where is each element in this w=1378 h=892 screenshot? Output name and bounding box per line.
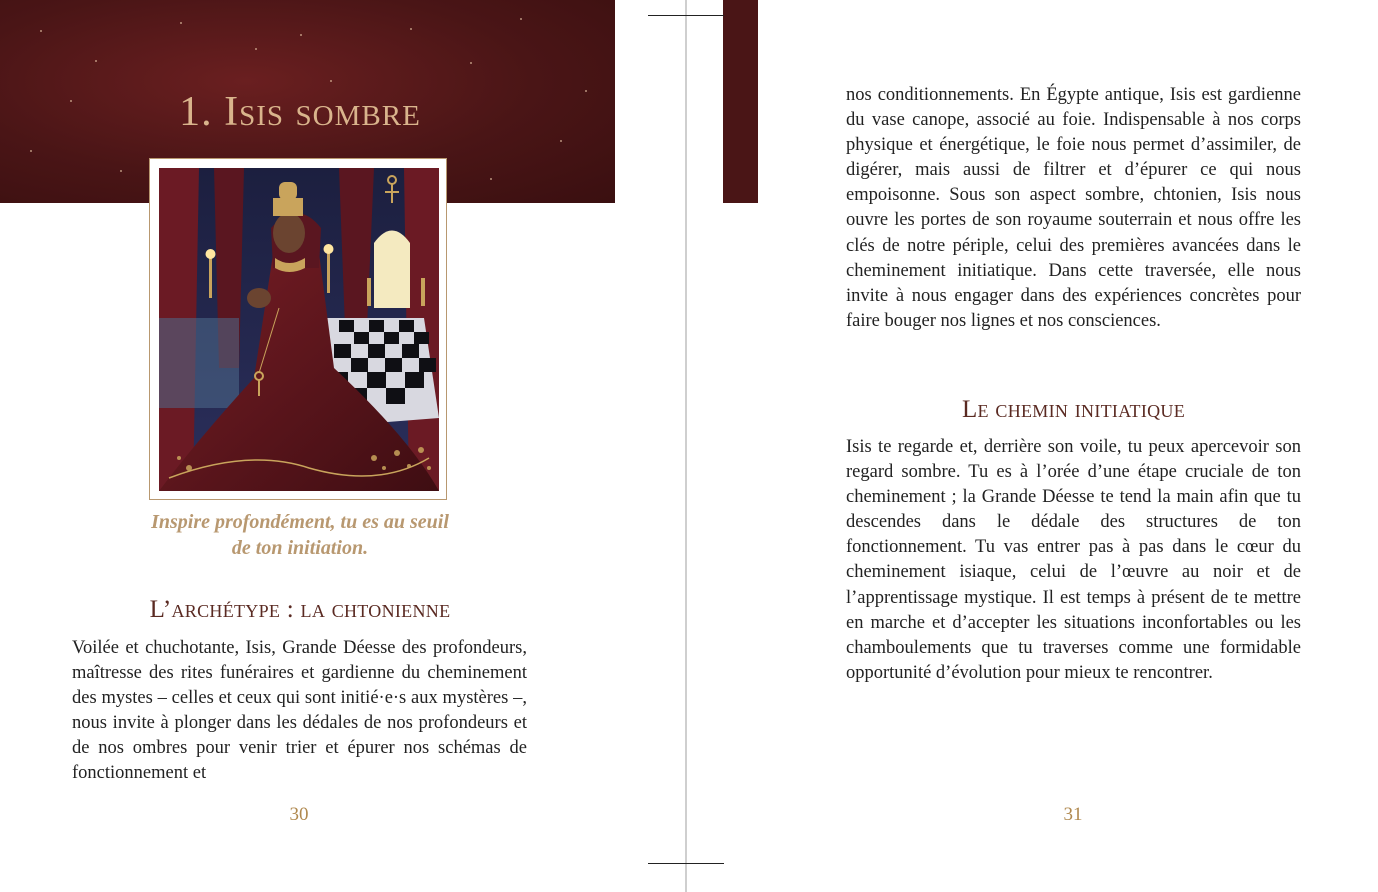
- section-heading-archetype: L’archétype : la chtonienne: [149, 596, 451, 623]
- body-paragraph-initiatic-path: Isis te regarde et, derrière son voile, tu peux apercevoir son regard sombre. Tu es à l’orée d’une étape cruciale de ton cheminement ; la Grande Déesse te tend la main afin que tu descendes dans le dédale des structures de ton fonctionnement. Tu vas entrer pas à pas dans le cœur du cheminement isiaque, celui de l’œuvre au noir et de l’apprentissage mystique. Il est temps à présent de te mettre en marche et d’accepter les situations inconfortables ou les chamboulements que tu traverses comme une formidable opportunité d’évolution pour mieux te rencontrer.: [846, 437, 1301, 683]
- caption-line-2: de ton initiation.: [231, 537, 369, 559]
- header-banner-right: [723, 0, 758, 203]
- caption-line-1: Inspire profondément, tu es au seuil: [151, 511, 449, 533]
- illustration-caption: [80, 509, 520, 561]
- body-paragraph-continued: nos conditionnements. En Égypte antique, Isis est gardienne du vase canope, associé au foie. Indispensable à nos corps physique et énergétique, le foie nous permet d’assimiler, de digérer, mais aussi de filtrer et d’épurer ce qui nous empoisonne. Sous son aspect sombre, chtonien, Isis nous ouvre les portes de son royaume souterrain et nous offre les clés de notre périple, celui des premières avancées dans le cheminement initiatique. Dans cette traversée, elle nous invite à nous engager dans des expériences concrètes pour faire bouger nos lignes et nos consciences.: [846, 85, 1301, 331]
- isis-illustration: [159, 168, 439, 491]
- page-number-right: 31: [1063, 804, 1083, 825]
- crop-mark-bottom: [648, 863, 724, 864]
- book-spine: [685, 0, 687, 892]
- chapter-title: 1. Isis sombre: [179, 89, 421, 135]
- crop-mark-top: [648, 15, 724, 16]
- section-heading-initiatic-path: Le chemin initiatique: [961, 396, 1186, 423]
- page-number-left: 30: [289, 804, 309, 825]
- body-paragraph-archetype: Voilée et chuchotante, Isis, Grande Déesse des profondeurs, maîtresse des rites funéraires et gardienne du cheminement des mystes – celles et ceux qui sont initié·e·s aux mystères –, nous invite à plonger dans les dédales de nos profondeurs et de nos ombres pour venir trier et épurer nos schémas de fonctionnement et: [72, 638, 527, 784]
